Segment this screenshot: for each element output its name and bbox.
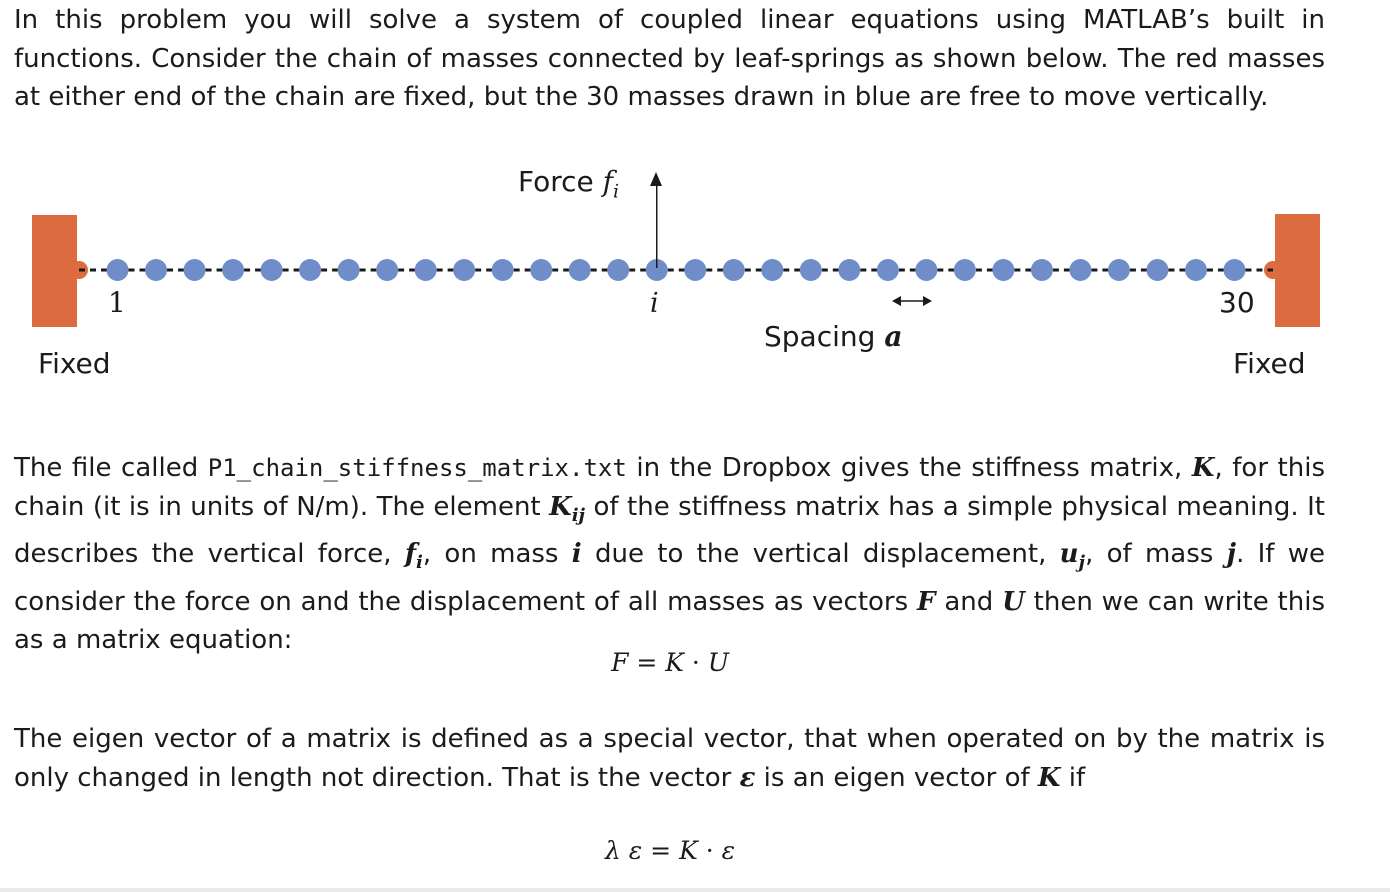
math-F: F (917, 586, 936, 617)
filename-code: P1_chain_stiffness_matrix.txt (207, 454, 627, 482)
free-mass-24 (992, 259, 1014, 281)
math-K: K (1191, 453, 1215, 483)
first-mass-label: 1 (108, 286, 126, 319)
eq-equals: = (628, 648, 666, 677)
eigen-equation (0, 836, 1340, 865)
math-U: U (1002, 586, 1025, 617)
free-mass-13 (569, 259, 591, 281)
eq-F: F (611, 648, 629, 677)
eq-dot: · (683, 648, 708, 677)
free-mass-17 (723, 259, 745, 281)
free-mass-11 (492, 259, 514, 281)
math-Kij: $K_{ij}$ (549, 491, 586, 526)
force-arrow-head (650, 172, 662, 186)
free-mass-1 (107, 259, 129, 281)
math-epsilon: ε (739, 762, 756, 793)
text-segment: if (1060, 762, 1086, 793)
free-mass-14 (607, 259, 629, 281)
spacing-label-text: Spacing (764, 320, 876, 353)
free-mass-9 (415, 259, 437, 281)
free-mass-21 (877, 259, 899, 281)
math-fi: $f_i$ (404, 539, 423, 574)
free-mass-19 (800, 259, 822, 281)
text-segment: then we can write this as a matrix equation: (14, 586, 1325, 656)
eq-K: K (665, 648, 684, 677)
mass-index-label: i (650, 288, 659, 319)
force-subscript: i (613, 180, 620, 203)
free-mass-5 (261, 259, 283, 281)
math-j: j (1226, 539, 1237, 570)
intro-paragraph: In this problem you will solve a system of coupled linear equations using MATLAB’s built in functions. Consider the chain of masses connected by leaf-springs as shown below. The red masses at either end of the chain are fixed, but the 30 masses drawn in blue are free to move vertically. (14, 5, 1325, 112)
text-segment: , of mass (1085, 539, 1227, 570)
eq-U: U (707, 648, 729, 677)
text-segment: . If we consider the force on and the displacement of all masses as vectors (14, 539, 1326, 617)
text-segment: due to the vertical displacement, (581, 539, 1060, 570)
text-segment: , for this chain (it is in units of N/m). The element (14, 453, 1325, 522)
free-mass-25 (1031, 259, 1053, 281)
math-uj: $u_j$ (1059, 539, 1086, 574)
text-segment: in the Dropbox gives the stiffness matrix, (626, 453, 1192, 483)
free-mass-6 (299, 259, 321, 281)
spacing-symbol: a (884, 320, 903, 353)
text-segment: of the stiffness matrix has a simple physical meaning. It describes the vertical force, (14, 491, 1325, 570)
eigenvector-paragraph (14, 720, 1325, 797)
eq-lambda: λ (604, 836, 621, 865)
free-mass-18 (761, 259, 783, 281)
force-label-text: Force (518, 165, 594, 198)
free-mass-27 (1108, 259, 1130, 281)
text-segment: and (935, 586, 1003, 617)
eq-dot: · (697, 836, 722, 865)
matrix-equation (0, 648, 1340, 677)
free-mass-16 (684, 259, 706, 281)
free-mass-10 (453, 259, 475, 281)
free-mass-12 (530, 259, 552, 281)
free-mass-20 (838, 259, 860, 281)
text-segment: is an eigen vector of (755, 762, 1038, 793)
text-segment: The file called (14, 453, 208, 483)
right-fixed-label: Fixed (1233, 347, 1306, 380)
math-K: K (1037, 762, 1061, 793)
mass-chain-diagram (0, 150, 1390, 390)
last-mass-label: 30 (1219, 286, 1255, 319)
free-mass-3 (184, 259, 206, 281)
free-mass-23 (954, 259, 976, 281)
free-mass-30 (1223, 259, 1245, 281)
free-mass-4 (222, 259, 244, 281)
free-mass-22 (915, 259, 937, 281)
stiffness-paragraph (14, 449, 1325, 660)
math-i: i (571, 539, 582, 570)
eq-K: K (679, 836, 698, 865)
bottom-divider (0, 888, 1390, 892)
free-mass-8 (376, 259, 398, 281)
eq-epsilon: ε (721, 836, 736, 865)
text-segment: The eigen vector of a matrix is defined as a special vector, that when operated on by the matrix is only changed in length not direction. That is the vector (14, 724, 1325, 793)
free-mass-7 (338, 259, 360, 281)
free-mass-29 (1185, 259, 1207, 281)
force-symbol: f (602, 165, 614, 198)
free-mass-26 (1069, 259, 1091, 281)
spacing-arrow (892, 296, 932, 306)
eq-equals: = (642, 836, 680, 865)
spacing-label (764, 320, 902, 353)
text-segment: , on mass (422, 539, 572, 570)
left-fixed-label: Fixed (38, 347, 111, 380)
free-masses (107, 259, 1246, 281)
free-mass-28 (1146, 259, 1168, 281)
free-mass-2 (145, 259, 167, 281)
force-label (518, 165, 619, 203)
eq-epsilon: ε (628, 836, 643, 865)
